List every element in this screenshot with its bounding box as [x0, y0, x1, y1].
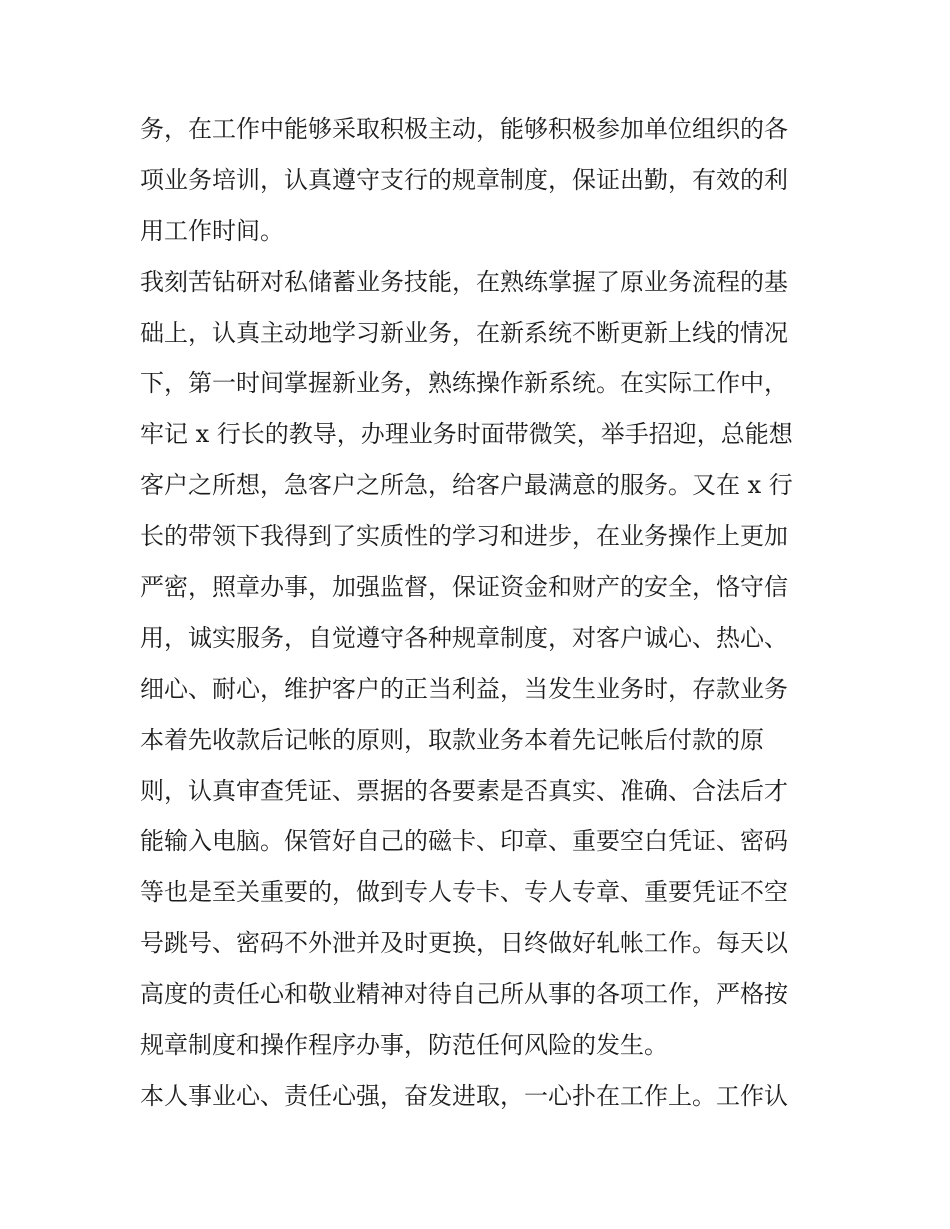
text-line: 下，第一时间掌握新业务，熟练操作新系统。在实际工作中，: [140, 369, 788, 398]
paragraph: [140, 104, 820, 257]
text-line: 规章制度和操作程序办事，防范任何风险的发生。: [140, 1031, 668, 1060]
text-line: 本着先收款后记帐的原则，取款业务本着先记帐后付款的原: [140, 725, 764, 754]
text-line: 等也是至关重要的，做到专人专卡、专人专章、重要凭证不空: [140, 878, 788, 907]
text-line: 细心、耐心，维护客户的正当利益，当发生业务时，存款业务: [140, 674, 788, 703]
text-line: 能输入电脑。保管好自己的磁卡、印章、重要空白凭证、密码: [140, 827, 788, 856]
text-line: 长的带领下我得到了实质性的学习和进步，在业务操作上更加: [140, 522, 788, 551]
document-body: [140, 104, 820, 1122]
text-line: 务，在工作中能够采取积极主动，能够积极参加单位组织的各: [140, 115, 788, 143]
text-line: 高度的责任心和敬业精神对待自己所从事的各项工作，严格按: [140, 980, 788, 1009]
paragraph: [140, 257, 820, 1071]
text-line: 项业务培训，认真遵守支行的规章制度，保证出勤，有效的利: [140, 165, 788, 194]
text-line: 础上，认真主动地学习新业务，在新系统不断更新上线的情况: [140, 318, 788, 347]
text-line: 牢记 x 行长的教导，办理业务时面带微笑，举手招迎，总能想: [140, 420, 793, 449]
text-line: 我刻苦钻研对私储蓄业务技能，在熟练掌握了原业务流程的基: [140, 267, 788, 296]
paragraph: [140, 1071, 820, 1122]
text-line: 号跳号、密码不外泄并及时更换，日终做好轧帐工作。每天以: [140, 929, 788, 958]
text-line: 严密，照章办事，加强监督，保证资金和财产的安全，恪守信: [140, 573, 788, 602]
text-line: 客户之所想，急客户之所急，给客户最满意的服务。又在 x 行: [140, 471, 793, 500]
text-line: 则，认真审查凭证、票据的各要素是否真实、准确、合法后才: [140, 776, 788, 805]
text-line: 用，诚实服务，自觉遵守各种规章制度，对客户诚心、热心、: [140, 623, 788, 652]
text-line: 本人事业心、责任心强，奋发进取，一心扑在工作上。工作认: [140, 1081, 788, 1110]
text-line: 用工作时间。: [140, 216, 284, 245]
